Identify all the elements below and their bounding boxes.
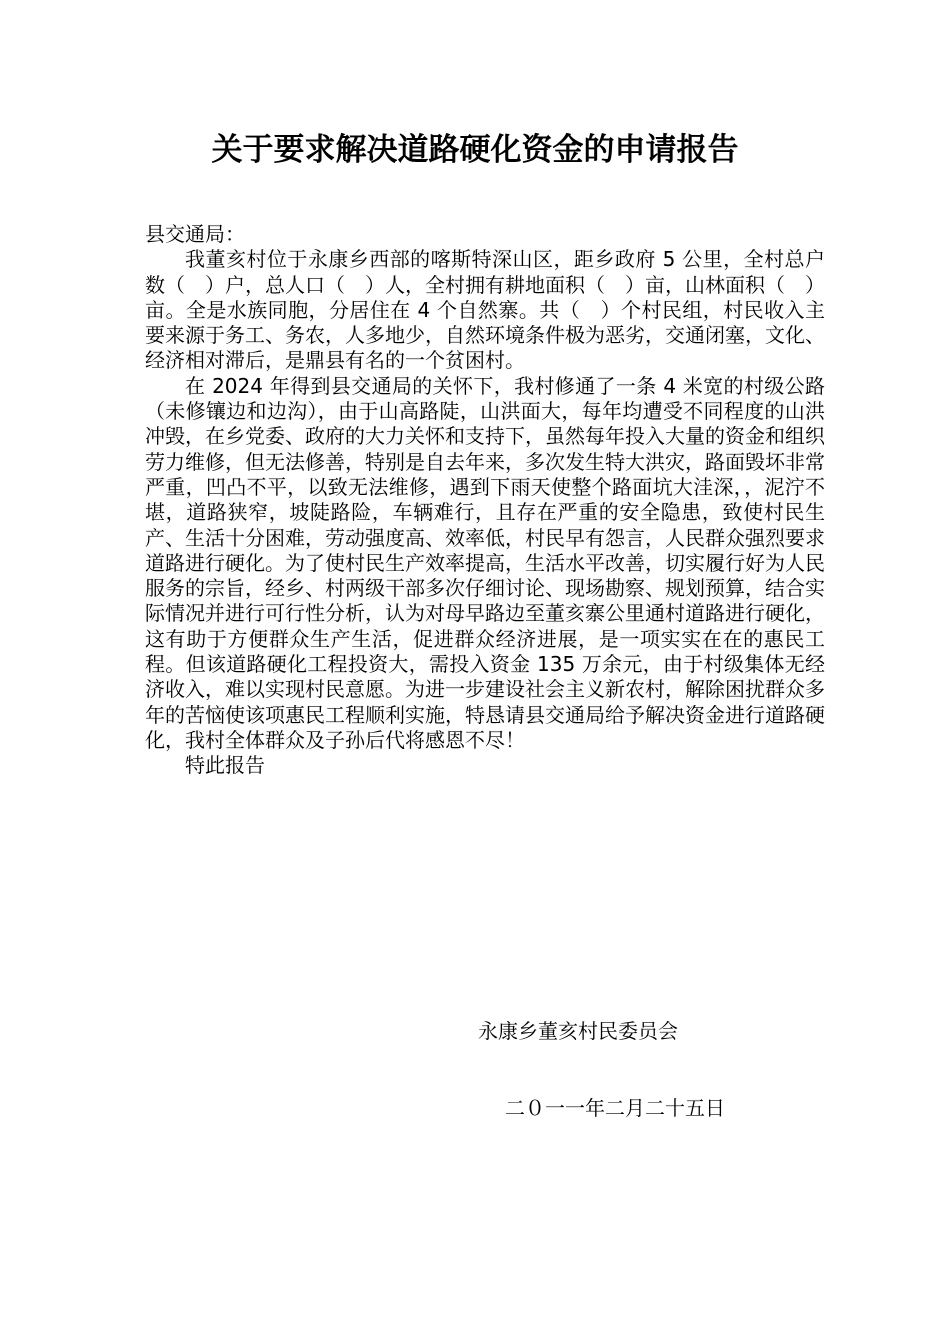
signature-date: 二０一一年二月二十五日: [505, 1096, 725, 1120]
document-body: [145, 222, 825, 779]
salutation: 县交通局：: [145, 222, 245, 246]
paragraph-village-overview: 我董亥村位于永康乡西部的喀斯特深山区，距乡政府 5 公里，全村总户数（ ）户，总人口（ ）人，全村拥有耕地面积（ ）亩，山林面积（ ）亩。全是水族同胞，分居住在 4 个自然寨。共（ ）个村民组，村民收入主要来源于务工、务农，人多地少，自然环境条件极为恶劣，交通闭塞，文化、经济相对滞后，是鼎县有名的一个贫困村。: [145, 247, 825, 373]
signature-organization: 永康乡董亥村民委员会: [478, 1019, 678, 1043]
paragraph-closing: 特此报告: [185, 753, 265, 778]
document-title: 关于要求解决道路硬化资金的申请报告: [211, 132, 739, 168]
paragraph-road-request: 在 2024 年得到县交通局的关怀下，我村修通了一条 4 米宽的村级公路（未修镶边和边沟），由于山高路陡，山洪面大，每年均遭受不同程度的山洪冲毁，在乡党委、政府的大力关怀和支持下，虽然每年投入大量的资金和组织劳力维修，但无法修善，特别是自去年来，多次发生特大洪灾，路面毁坏非常严重，凹凸不平，以致无法维修，遇到下雨天使整个路面坑大洼深，，泥泞不堪，道路狭窄，坡陡路险，车辆难行，且存在严重的安全隐患，致使村民生产、生活十分困难，劳动强度高、效率低，村民早有怨言，人民群众强烈要求道路进行硬化。为了使村民生产效率提高，生活水平改善，切实履行好为人民服务的宗旨，经乡、村两级干部多次仔细讨论、现场勘察、规划预算，结合实际情况并进行可行性分析，认为对母早路边至董亥寨公里通村道路进行硬化，这有助于方便群众生产生活，促进群众经济进展，是一项实实在在的惠民工程。但该道路硬化工程投资大，需投入资金 135 万余元，由于村级集体无经济收入，难以实现村民意愿。为进一步建设社会主义新农村，解除困扰群众多年的苦恼使该项惠民工程顺利实施，特恳请县交通局给予解决资金进行道路硬化，我村全体群众及子孙后代将感恩不尽！: [145, 373, 825, 752]
